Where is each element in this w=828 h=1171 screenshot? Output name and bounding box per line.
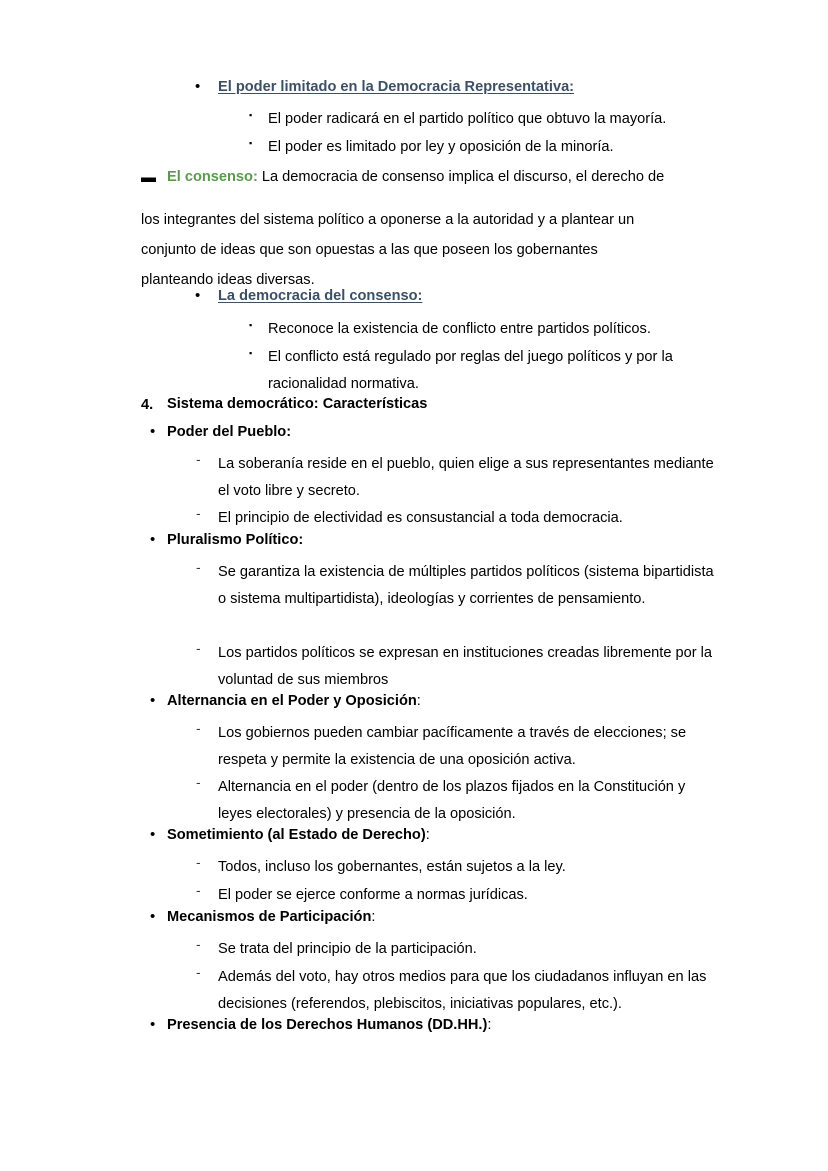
round-bullet-icon: • <box>150 531 156 548</box>
outline-item-subbullet <box>0 289 828 304</box>
dash-bullet-icon: - <box>196 774 201 790</box>
outline-text: El conflicto está regulado por reglas del juego políticos y por la racionalidad normativa. <box>268 349 673 392</box>
underlined-heading[interactable]: El poder limitado en la Democracia Representativa: <box>218 79 575 95</box>
outline-text: Se trata del principio de la participación. <box>218 941 477 957</box>
square-bullet-icon: ▪ <box>249 320 253 330</box>
round-bullet-icon: • <box>195 78 201 95</box>
square-bullet-icon: ▪ <box>249 110 253 120</box>
outline-item-dash-sub <box>0 505 828 532</box>
square-bullet-icon: ▪ <box>249 138 253 148</box>
outline-item-bullet <box>0 533 828 548</box>
outline-text: Reconoce la existencia de conflicto entre partidos políticos. <box>268 321 651 337</box>
colon-separator: : <box>416 693 421 709</box>
round-bullet-icon: • <box>150 1016 156 1033</box>
outline-item-square <box>0 316 828 343</box>
outline-text <box>167 1018 718 1033</box>
bold-term-label: Presencia de los Derechos Humanos (DD.HH.) <box>167 1017 488 1033</box>
outline-text: Sistema democrático: Características <box>167 396 428 412</box>
outline-item-dash-sub <box>0 882 828 909</box>
round-bullet-icon: • <box>195 287 201 304</box>
outline-item-square <box>0 106 828 133</box>
outline-item-dash-sub <box>0 720 828 773</box>
outline-item-bullet <box>0 425 828 440</box>
round-bullet-icon: • <box>150 423 156 440</box>
outline-item-bullet <box>0 694 828 709</box>
outline-item-subbullet <box>0 80 828 95</box>
dash-bullet-icon: - <box>196 936 201 952</box>
outline-item-bullet <box>0 910 828 925</box>
dash-bullet-icon: - <box>196 451 201 467</box>
outline-item-square <box>0 134 828 161</box>
outline-item-dash-sub <box>0 854 828 881</box>
outline-text: El poder es limitado por ley y oposición de la minoría. <box>268 139 614 155</box>
green-term-label: El consenso: <box>167 169 258 185</box>
outline-text: Pluralismo Político: <box>167 532 304 548</box>
bold-term-label: Mecanismos de Participación <box>167 909 372 925</box>
dash-bullet-icon: - <box>196 882 201 898</box>
dash-bullet-icon: ▬ <box>141 169 156 186</box>
outline-text <box>218 80 718 95</box>
outline-text: conjunto de ideas que son opuestas a las que poseen los gobernantes <box>141 242 598 258</box>
bold-term-label: Sometimiento (al Estado de Derecho) <box>167 827 426 843</box>
dash-bullet-icon: - <box>196 854 201 870</box>
outline-item-dash-sub <box>0 640 828 693</box>
underlined-heading[interactable]: La democracia del consenso: <box>218 288 423 304</box>
outline-text <box>167 910 718 925</box>
outline-text-rest: La democracia de consenso implica el discurso, el derecho de <box>257 169 665 185</box>
outline-text: El poder radicará en el partido político que obtuvo la mayoría. <box>268 111 667 127</box>
outline-text: Los partidos políticos se expresan en instituciones creadas libremente por la voluntad de sus miembros <box>218 645 713 688</box>
list-number: 4. <box>141 397 154 413</box>
outline-item-bullet <box>0 828 828 843</box>
outline-text: Alternancia en el poder (dentro de los plazos fijados en la Constitución y leyes electorales) y presencia de la oposición. <box>218 779 686 822</box>
outline-item-dash-sub <box>0 559 828 612</box>
round-bullet-icon: • <box>150 692 156 709</box>
round-bullet-icon: • <box>150 826 156 843</box>
outline-text: La soberanía reside en el pueblo, quien elige a sus representantes mediante el voto libre y secreto. <box>218 456 714 499</box>
outline-text <box>167 170 718 185</box>
outline-item-square <box>0 344 828 397</box>
outline-item-dash-sub <box>0 774 828 827</box>
bold-term-label: Alternancia en el Poder y Oposición <box>167 693 417 709</box>
outline-text: los integrantes del sistema político a oponerse a la autoridad y a plantear un <box>141 212 635 228</box>
outline-item-bullet <box>0 1018 828 1033</box>
dash-bullet-icon: - <box>196 720 201 736</box>
outline-text: Los gobiernos pueden cambiar pacíficamente a través de elecciones; se respeta y permite la existencia de una oposición activa. <box>218 725 687 768</box>
outline-item-dash-sub <box>0 964 828 1017</box>
outline-text: El principio de electividad es consustancial a toda democracia. <box>218 510 623 526</box>
dash-bullet-icon: - <box>196 559 201 575</box>
outline-text: Se garantiza la existencia de múltiples partidos políticos (sistema bipartidista o sistema multipartidista), ideologías y corrientes de pensamiento. <box>218 564 714 607</box>
dash-bullet-icon: - <box>196 640 201 656</box>
outline-item-dash <box>0 170 828 185</box>
colon-separator: : <box>425 827 430 843</box>
round-bullet-icon: • <box>150 908 156 925</box>
outline-text <box>218 289 718 304</box>
outline-text <box>167 694 718 709</box>
outline-text: El poder se ejerce conforme a normas jurídicas. <box>218 887 528 903</box>
outline-text <box>167 828 718 843</box>
outline-item-dash-sub <box>0 936 828 963</box>
outline-item-dash-sub <box>0 451 828 504</box>
outline-text: Además del voto, hay otros medios para que los ciudadanos influyan en las decisiones (referendos, plebiscitos, iniciativas populares, etc.). <box>218 969 707 1012</box>
dash-bullet-icon: - <box>196 964 201 980</box>
outline-item-numbered <box>0 397 828 412</box>
outline-text: planteando ideas diversas. <box>141 272 315 288</box>
colon-separator: : <box>371 909 376 925</box>
square-bullet-icon: ▪ <box>249 348 253 358</box>
outline-text: Todos, incluso los gobernantes, están sujetos a la ley. <box>218 859 566 875</box>
outline-text: Poder del Pueblo: <box>167 424 292 440</box>
colon-separator: : <box>487 1017 492 1033</box>
dash-bullet-icon: - <box>196 505 201 521</box>
